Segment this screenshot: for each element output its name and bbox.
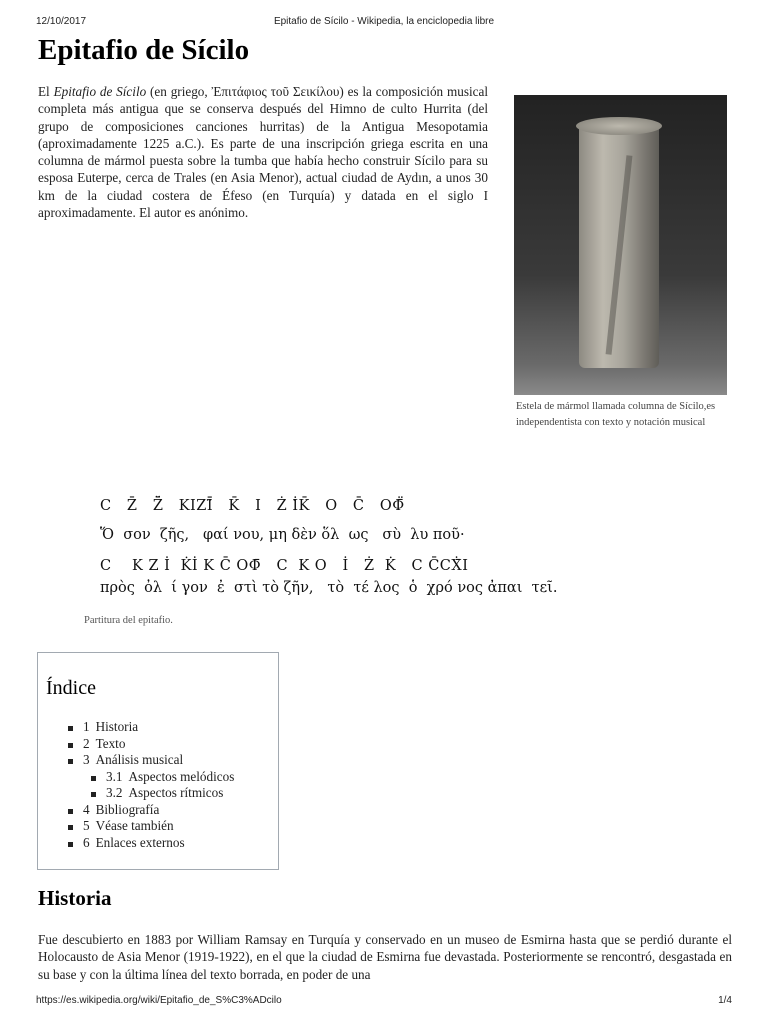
score-notes-line-1: C Z̄ Z̄̈ KIZĪ̈ K̄ I Ż İ̇K̄ O C̄ OΦ̄̈ xyxy=(100,498,405,514)
toc-item[interactable] xyxy=(68,752,234,769)
intro-body: (en griego, Ἐπιτάφιος τοῦ Σεικίλου) es la composición musical completa más antigua que se conserva después del Himno de culto Hurrita (del grupo de composiciones canciones hurritas) de la Antigua Mesopotamia (aproximadamente 1225 a.C.). Es parte de una inscripción griega escrita en una columna de mármol puesta sobre la tumba que había hecho construir Sícilo para su esposa Euterpe, cerca de Trales (en Asia Menor), actual ciudad de Aydın, a unos 30 km de la ciudad costera de Éfeso (en Turquía) y datada en el siglo I aproximadamente. El autor es anónimo. xyxy=(38,84,488,221)
toc-item-label: Véase también xyxy=(95,818,174,833)
toc-item[interactable] xyxy=(68,818,234,835)
table-of-contents xyxy=(37,652,279,870)
image-caption: Estela de mármol llamada columna de Sícilo,es independentista con texto y notación musical xyxy=(516,401,716,428)
toc-item-label: Aspectos rítmicos xyxy=(128,785,224,800)
intro-paragraph xyxy=(38,83,488,221)
toc-item-number: 3.2 xyxy=(106,785,123,800)
print-date: 12/10/2017 xyxy=(36,16,87,27)
print-page-number: 1/4 xyxy=(718,995,732,1006)
toc-subitem[interactable] xyxy=(91,785,234,802)
toc-item-label: Aspectos melódicos xyxy=(128,768,235,784)
toc-item-number: 3.1 xyxy=(106,768,123,784)
toc-item-number: 6 xyxy=(83,834,90,850)
toc-item-number: 4 xyxy=(83,801,90,817)
toc-item[interactable] xyxy=(68,736,234,753)
toc-subitem[interactable] xyxy=(91,769,234,786)
toc-item-number: 3 xyxy=(83,752,90,767)
toc-item-label: Historia xyxy=(95,719,139,734)
score-caption: Partitura del epitafio. xyxy=(84,615,173,626)
toc-item-number: 2 xyxy=(83,735,90,751)
historia-paragraph: Fue descubierto en 1883 por William Ramsay en Turquía y conservado en un museo de Esmirna hasta que se perdió durante el Holocausto de Asia Menor (1919-1922), en el que la ciudad de Esmirna fue devastada. Posteriormente se rencontró, desgastada en su base y con la última línea del texto borrada, en poder de una xyxy=(38,932,732,982)
toc-item-label: Bibliografía xyxy=(95,801,160,817)
toc-item-number: 1 xyxy=(83,719,90,734)
score-lyrics-line-2: πρὸς ὀλ ί γον ἐ στὶ τὸ ζῆν, τὸ τέ λος ὁ χρό νος ἀπαι τεῖ. xyxy=(100,580,558,596)
section-heading-historia: Historia xyxy=(38,886,112,910)
print-page-title: Epitafio de Sícilo - Wikipedia, la enciclopedia libre xyxy=(273,16,495,27)
intro-prefix: El xyxy=(38,84,54,99)
toc-item[interactable] xyxy=(68,802,234,819)
toc-item-label: Análisis musical xyxy=(95,752,184,767)
toc-item-label: Texto xyxy=(95,735,126,751)
score-lyrics-line-1: Ὅ σον ζῆς, φαί νου, μη δὲν ὅλ ως σὺ λυ ποῦ· xyxy=(100,527,465,543)
toc-title: Índice xyxy=(46,677,96,699)
toc-item[interactable] xyxy=(68,835,234,852)
print-url: https://es.wikipedia.org/wiki/Epitafio_de_S%C3%ADcilo xyxy=(36,995,282,1006)
toc-item-label: Enlaces externos xyxy=(95,834,185,850)
article-title: Epitafio de Sícilo xyxy=(38,34,250,66)
intro-italic-title: Epitafio de Sícilo xyxy=(53,84,147,99)
toc-item-number: 5 xyxy=(83,818,90,833)
toc-item[interactable] xyxy=(68,719,234,736)
score-notes-line-2: C K Z İ K̇İ K C̄ OΦ̄ C K O İ Ż K̇ C C̄CẊ̄I xyxy=(100,558,469,574)
marble-column-top xyxy=(576,117,662,135)
column-photo[interactable] xyxy=(514,95,727,395)
toc-list xyxy=(68,719,234,851)
